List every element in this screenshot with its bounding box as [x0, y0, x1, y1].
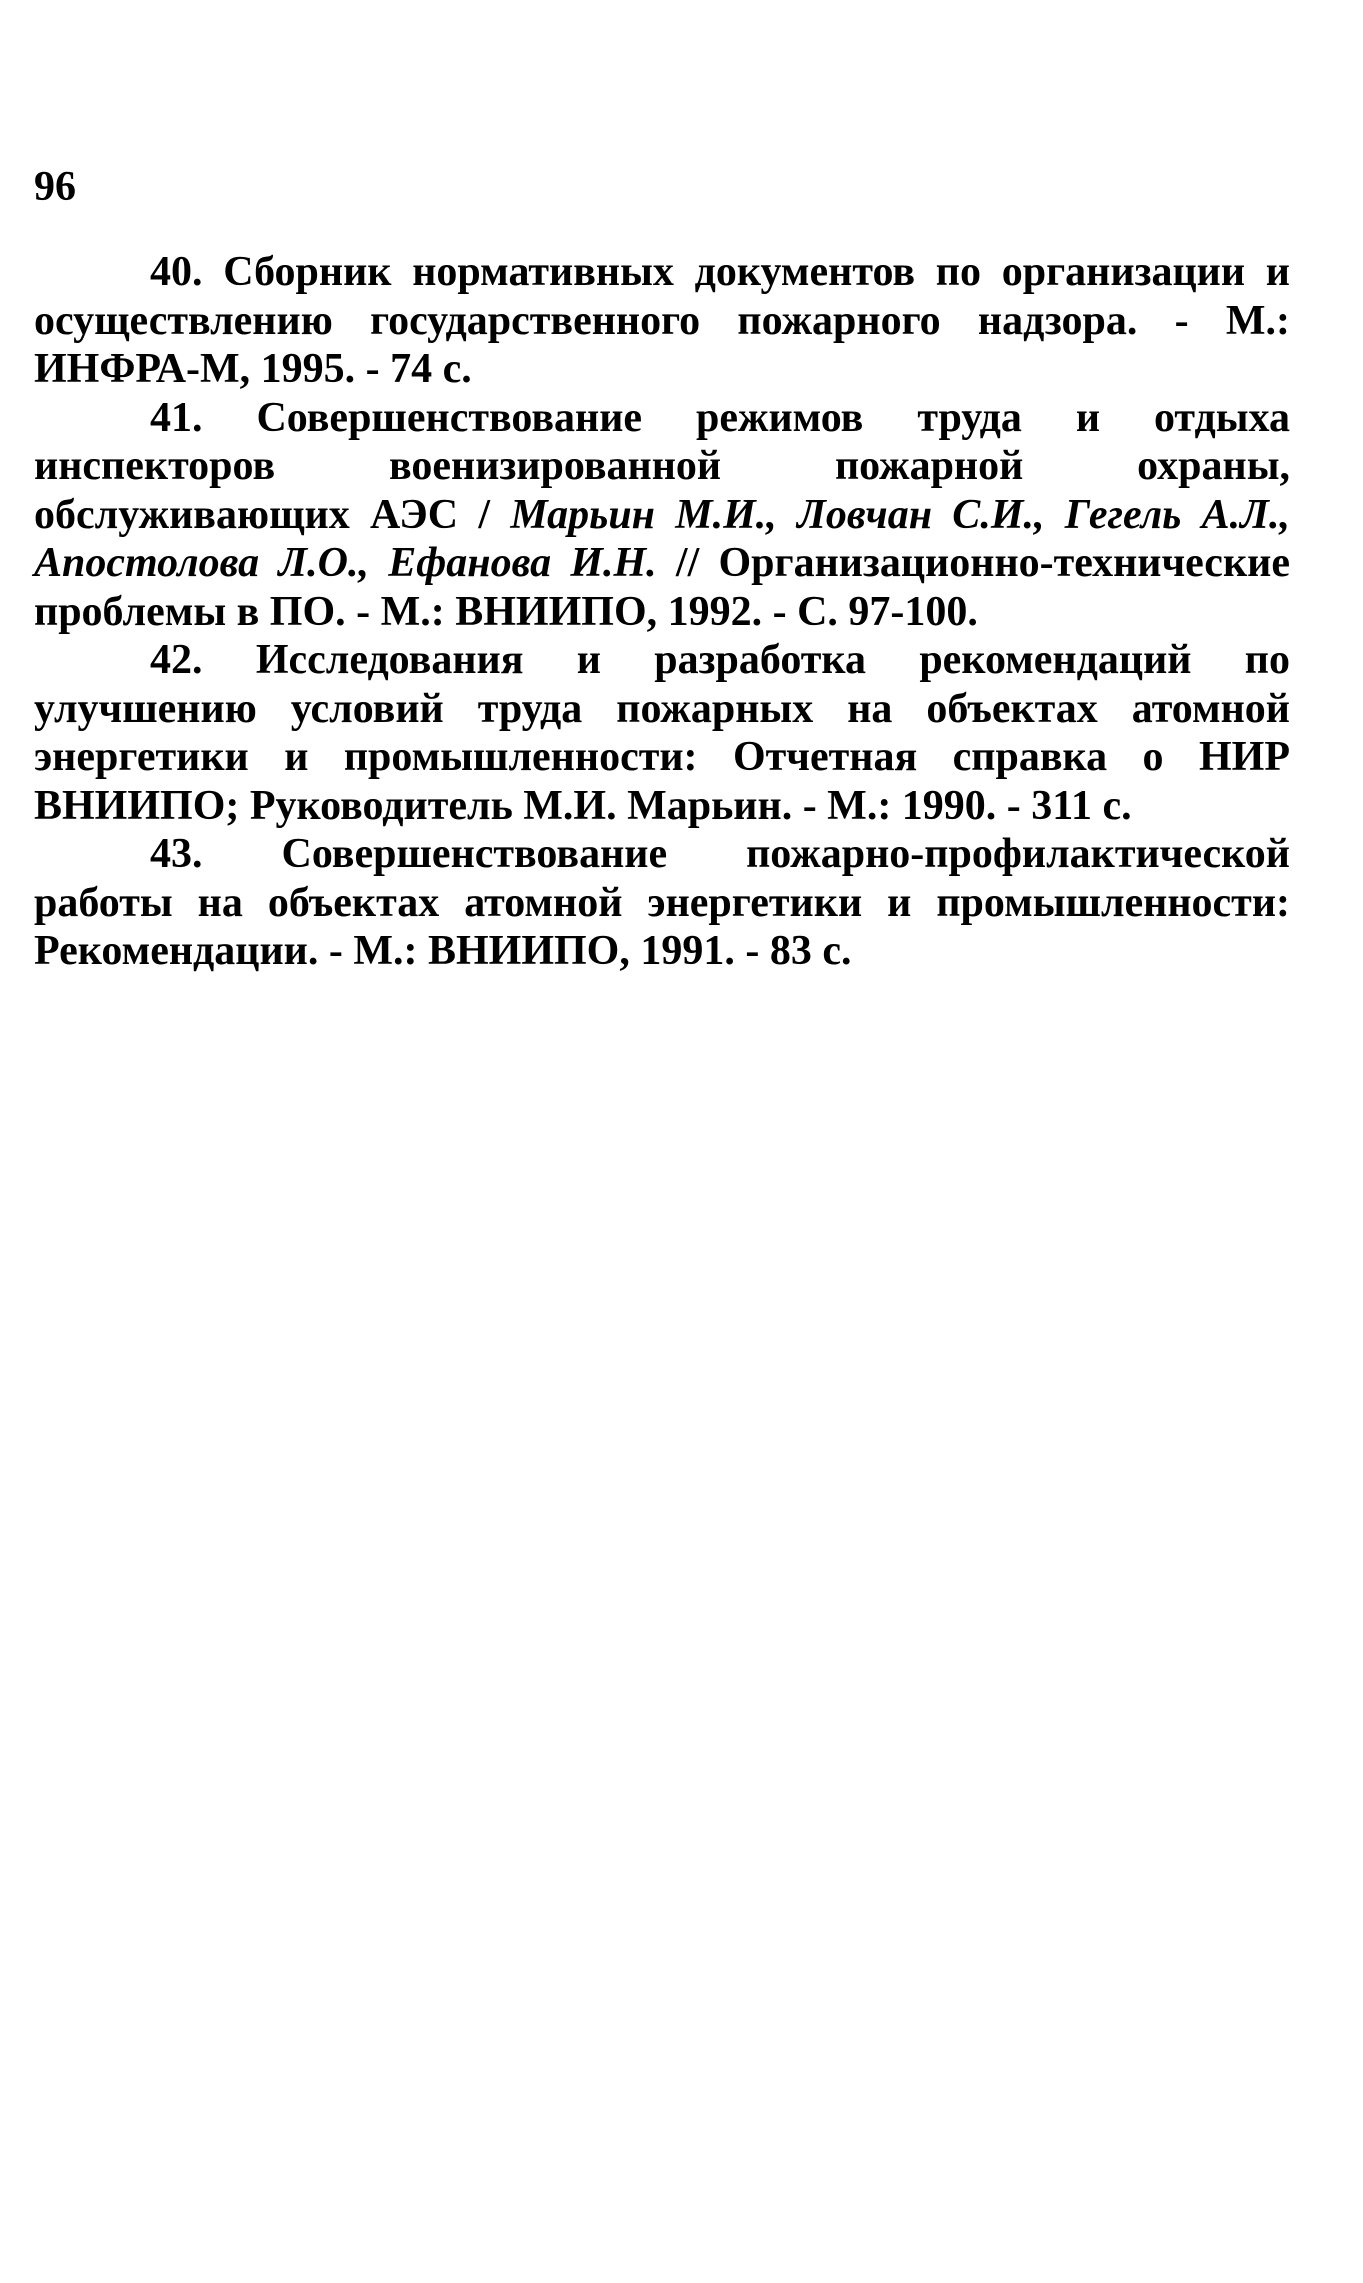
page-number: 96 [34, 164, 76, 210]
reference-item [34, 830, 1290, 976]
reference-text: // Организационно-технические проблемы в ПО. - М.: ВНИИПО, 1992. - С. 97-100. [34, 540, 1290, 635]
reference-item [34, 248, 1290, 394]
reference-text: 41. Совершенствование режимов труда и отдыха инспекторов военизированной пожарной охраны, обслуживающих АЭС / [34, 394, 1290, 538]
reference-text: 42. Исследования и разработка рекомендаций по улучшению условий труда пожарных на объектах атомной энергетики и промышленности: Отчетная справка о НИР ВНИИПО; Руководитель М.И. Марьин. - М.: 1990. - 311 с. [34, 637, 1290, 829]
reference-authors: Марьин М.И., Ловчан С.И., Гегель А.Л., Апостолова Л.О., Ефанова И.Н. [34, 491, 1290, 586]
reference-list [34, 248, 1290, 976]
reference-text: 40. Сборник нормативных документов по организации и осуществлению государственного пожарного надзора. - М.: ИНФРА-М, 1995. - 74 с. [34, 249, 1290, 392]
reference-item [34, 636, 1290, 830]
reference-item [34, 394, 1290, 637]
reference-text: 43. Совершенствование пожарно-профилактической работы на объектах атомной энергетики и промышленности: Рекомендации. - М.: ВНИИПО, 1991. - 83 с. [34, 831, 1290, 974]
